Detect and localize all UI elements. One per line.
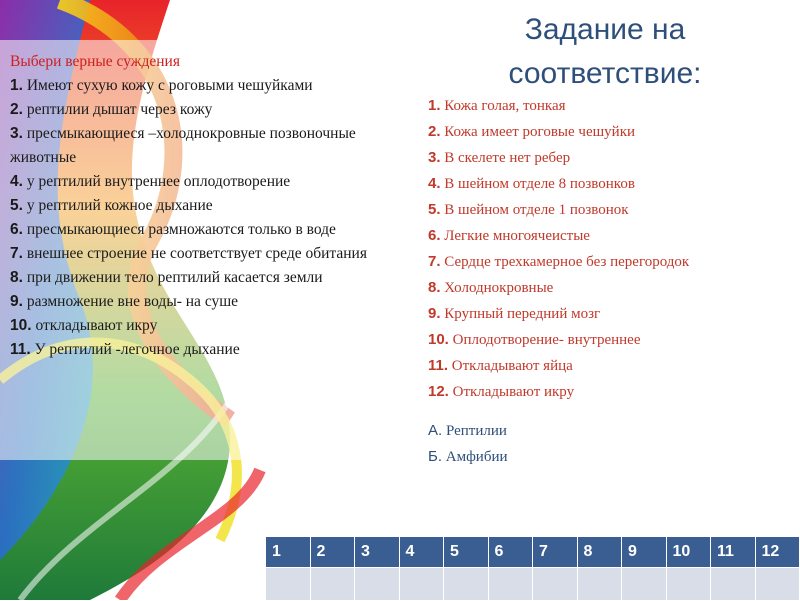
- item-text: Откладывают икру: [448, 384, 575, 400]
- grid-answer-cell[interactable]: [533, 568, 578, 601]
- grid-header-cell: 9: [622, 537, 667, 568]
- item-number: 2.: [10, 101, 23, 118]
- grid-header-cell: 11: [711, 537, 756, 568]
- item-text: В скелете нет ребер: [440, 150, 571, 166]
- item-text: Имеют сухую кожу с роговыми чешуйками: [22, 77, 313, 94]
- item-number: 5.: [10, 197, 23, 214]
- item-text: Легкие многоячеистые: [440, 228, 590, 244]
- item-number: 9.: [428, 305, 441, 322]
- grid-header-cell: 3: [355, 537, 400, 568]
- grid-answer-cell[interactable]: [310, 568, 355, 601]
- item-number: 11.: [428, 357, 449, 374]
- answer-option-reptiles: [428, 418, 508, 444]
- item-number: 8.: [428, 279, 441, 296]
- item-text: Откладывают яйца: [448, 358, 573, 374]
- item-text: В шейном отделе 8 позвонков: [440, 176, 635, 192]
- list-item: [428, 145, 788, 171]
- true-statements-list: [10, 50, 412, 362]
- grid-answer-cell[interactable]: [488, 568, 533, 601]
- page-title: Задание на соответствие:: [508, 13, 702, 90]
- grid-header-cell: 7: [533, 537, 578, 568]
- grid-header-cell: 1: [266, 537, 311, 568]
- item-number: 1.: [428, 97, 441, 114]
- list-item: [10, 266, 412, 290]
- item-number: 2.: [428, 123, 441, 140]
- item-number: 9.: [10, 293, 23, 310]
- grid-header-cell: 10: [666, 537, 711, 568]
- item-text: Крупный передний мозг: [440, 306, 601, 322]
- item-number: 10.: [10, 317, 32, 334]
- option-letter: Б.: [428, 448, 443, 465]
- grid-answer-cell[interactable]: [666, 568, 711, 601]
- item-text: внешнее строение не соответствует среде обитания: [22, 245, 367, 262]
- list-item: [428, 353, 788, 379]
- item-number: 3.: [10, 125, 23, 142]
- item-number: 7.: [10, 245, 23, 262]
- grid-answer-cell[interactable]: [622, 568, 667, 601]
- item-text: у рептилий кожное дыхание: [22, 197, 213, 214]
- traits-list: [428, 93, 788, 405]
- list-item: [428, 249, 788, 275]
- list-item: [10, 314, 412, 338]
- item-number: 6.: [10, 221, 23, 238]
- answer-option-amphibians: [428, 444, 508, 470]
- item-number: 1.: [10, 77, 23, 94]
- item-text: при движении тело рептилий касается земли: [22, 269, 323, 286]
- list-item: [428, 197, 788, 223]
- item-number: 6.: [428, 227, 441, 244]
- list-item: [10, 98, 412, 122]
- list-item: [10, 242, 412, 266]
- item-text: рептилии дышат через кожу: [22, 101, 213, 118]
- list-item: [10, 290, 412, 314]
- option-letter: А.: [428, 422, 443, 439]
- grid-answer-cell[interactable]: [711, 568, 756, 601]
- list-item: [428, 119, 788, 145]
- statements-title: Выбери верные суждения: [10, 53, 180, 70]
- item-text: Оплодотворение- внутреннее: [448, 332, 641, 348]
- item-text: пресмыкающиеся размножаются только в воде: [22, 221, 336, 238]
- list-item: [10, 194, 412, 218]
- list-item: [428, 93, 788, 119]
- grid-answer-row: [266, 568, 800, 601]
- option-text: Рептилии: [442, 423, 507, 439]
- grid-answer-cell[interactable]: [444, 568, 489, 601]
- answer-options: [428, 418, 508, 470]
- item-number: 11.: [10, 341, 31, 358]
- grid-header-cell: 12: [755, 537, 800, 568]
- grid-header-cell: 8: [577, 537, 622, 568]
- grid-answer-cell[interactable]: [577, 568, 622, 601]
- list-item: [428, 223, 788, 249]
- item-number: 8.: [10, 269, 23, 286]
- list-item: [10, 122, 412, 170]
- item-number: 7.: [428, 253, 441, 270]
- item-text: Сердце трехкамерное без перегородок: [440, 254, 690, 270]
- grid-answer-cell[interactable]: [399, 568, 444, 601]
- item-text: откладывают икру: [31, 317, 158, 334]
- grid-answer-cell[interactable]: [355, 568, 400, 601]
- item-text: размножение вне воды- на суше: [22, 293, 239, 310]
- item-text: пресмыкающиеся –холоднокровные позвоночные животные: [10, 125, 356, 166]
- grid-answer-cell[interactable]: [755, 568, 800, 601]
- item-number: 5.: [428, 201, 441, 218]
- list-item: [428, 171, 788, 197]
- grid-answer-cell[interactable]: [266, 568, 311, 601]
- list-item: [428, 327, 788, 353]
- list-item: [10, 74, 412, 98]
- item-number: 4.: [10, 173, 23, 190]
- item-number: 3.: [428, 149, 441, 166]
- list-item: [428, 379, 788, 405]
- grid-header-cell: 5: [444, 537, 489, 568]
- grid-header-cell: 2: [310, 537, 355, 568]
- answer-grid: [265, 536, 800, 601]
- item-text: В шейном отделе 1 позвонок: [440, 202, 629, 218]
- grid-header-row: [266, 537, 800, 568]
- grid-header-cell: 4: [399, 537, 444, 568]
- list-item: [10, 170, 412, 194]
- option-text: Амфибии: [442, 449, 508, 465]
- item-text: У рептилий -легочное дыхание: [30, 341, 240, 358]
- item-text: Холоднокровные: [440, 280, 554, 296]
- grid-header-cell: 6: [488, 537, 533, 568]
- item-number: 10.: [428, 331, 449, 348]
- item-text: Кожа голая, тонкая: [440, 98, 566, 114]
- list-item: [10, 338, 412, 362]
- item-text: у рептилий внутреннее оплодотворение: [22, 173, 291, 190]
- item-number: 12.: [428, 383, 449, 400]
- list-item: [10, 218, 412, 242]
- list-item: [428, 275, 788, 301]
- list-item: [428, 301, 788, 327]
- item-text: Кожа имеет роговые чешуйки: [440, 124, 636, 140]
- item-number: 4.: [428, 175, 441, 192]
